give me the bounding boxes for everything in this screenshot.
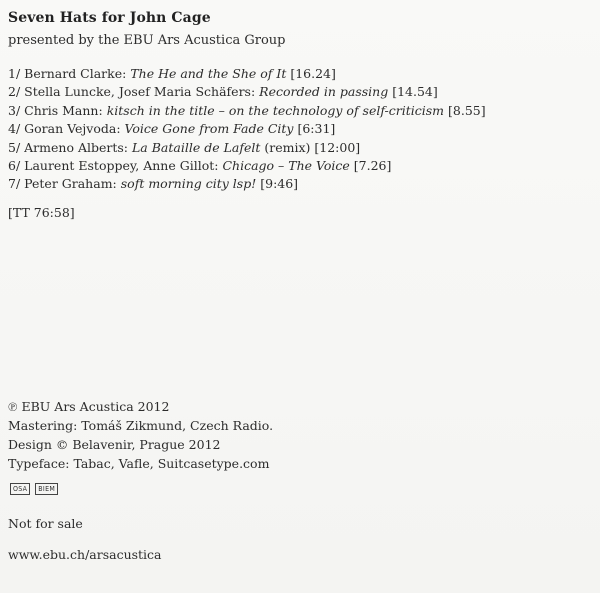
total-time: [TT 76:58] (8, 205, 75, 220)
not-for-sale-notice: Not for sale (8, 516, 83, 531)
track-item (8, 157, 486, 175)
album-title: Seven Hats for John Cage (8, 10, 211, 26)
credits-block (8, 397, 273, 473)
track-work: soft morning city lsp! (120, 176, 257, 192)
track-number: 7/ (8, 176, 21, 192)
track-number: 5/ (8, 139, 21, 155)
track-artist: Armeno Alberts: (24, 139, 129, 155)
track-work: La Bataille de Lafelt (132, 139, 261, 155)
track-artist: Peter Graham: (24, 176, 117, 192)
typeface-line: Typeface: Tabac, Vafle, Suitcasetype.com (8, 456, 270, 471)
osa-logo: OSA (10, 483, 30, 495)
track-duration: [12:00] (314, 139, 361, 155)
track-artist: Goran Vejvoda: (24, 121, 121, 137)
track-number: 3/ (8, 102, 21, 118)
track-duration: [9:46] (260, 176, 299, 192)
track-duration: [7.26] (353, 158, 392, 174)
track-item (8, 175, 486, 193)
biem-logo: BIEM (35, 483, 58, 495)
track-extra: (remix) (264, 139, 311, 155)
album-subtitle: presented by the EBU Ars Acustica Group (8, 33, 286, 48)
track-duration: [6:31] (297, 121, 336, 137)
track-item (8, 83, 486, 101)
track-duration: [8.55] (448, 102, 486, 118)
track-work: Voice Gone from Fade City (124, 121, 294, 137)
track-number: 6/ (8, 158, 21, 174)
mastering-line: Mastering: Tomáš Zikmund, Czech Radio. (8, 418, 274, 433)
track-work: Chicago – The Voice (222, 158, 350, 174)
track-number: 2/ (8, 84, 21, 100)
rights-logos (10, 483, 58, 495)
track-artist: Stella Luncke, Josef Maria Schäfers: (24, 84, 256, 100)
track-number: 4/ (8, 121, 21, 137)
track-artist: Chris Mann: (24, 102, 103, 118)
track-work: kitsch in the title – on the technology of self-criticism (106, 102, 445, 118)
track-artist: Laurent Estoppey, Anne Gillot: (24, 158, 219, 174)
track-number: 1/ (8, 66, 21, 81)
tracklist (8, 65, 486, 194)
track-duration: [16.24] (290, 66, 336, 81)
track-duration: [14.54] (392, 84, 438, 100)
track-item (8, 120, 486, 138)
copyright-line: ℗ EBU Ars Acustica 2012 (8, 399, 170, 414)
track-item (8, 65, 486, 83)
track-work: The He and the She of It (130, 66, 287, 81)
track-item (8, 139, 486, 157)
design-line: Design © Belavenir, Prague 2012 (8, 437, 221, 452)
website-url: www.ebu.ch/arsacustica (8, 547, 162, 562)
track-work: Recorded in passing (259, 84, 389, 100)
track-item (8, 102, 486, 120)
track-artist: Bernard Clarke: (24, 66, 127, 81)
